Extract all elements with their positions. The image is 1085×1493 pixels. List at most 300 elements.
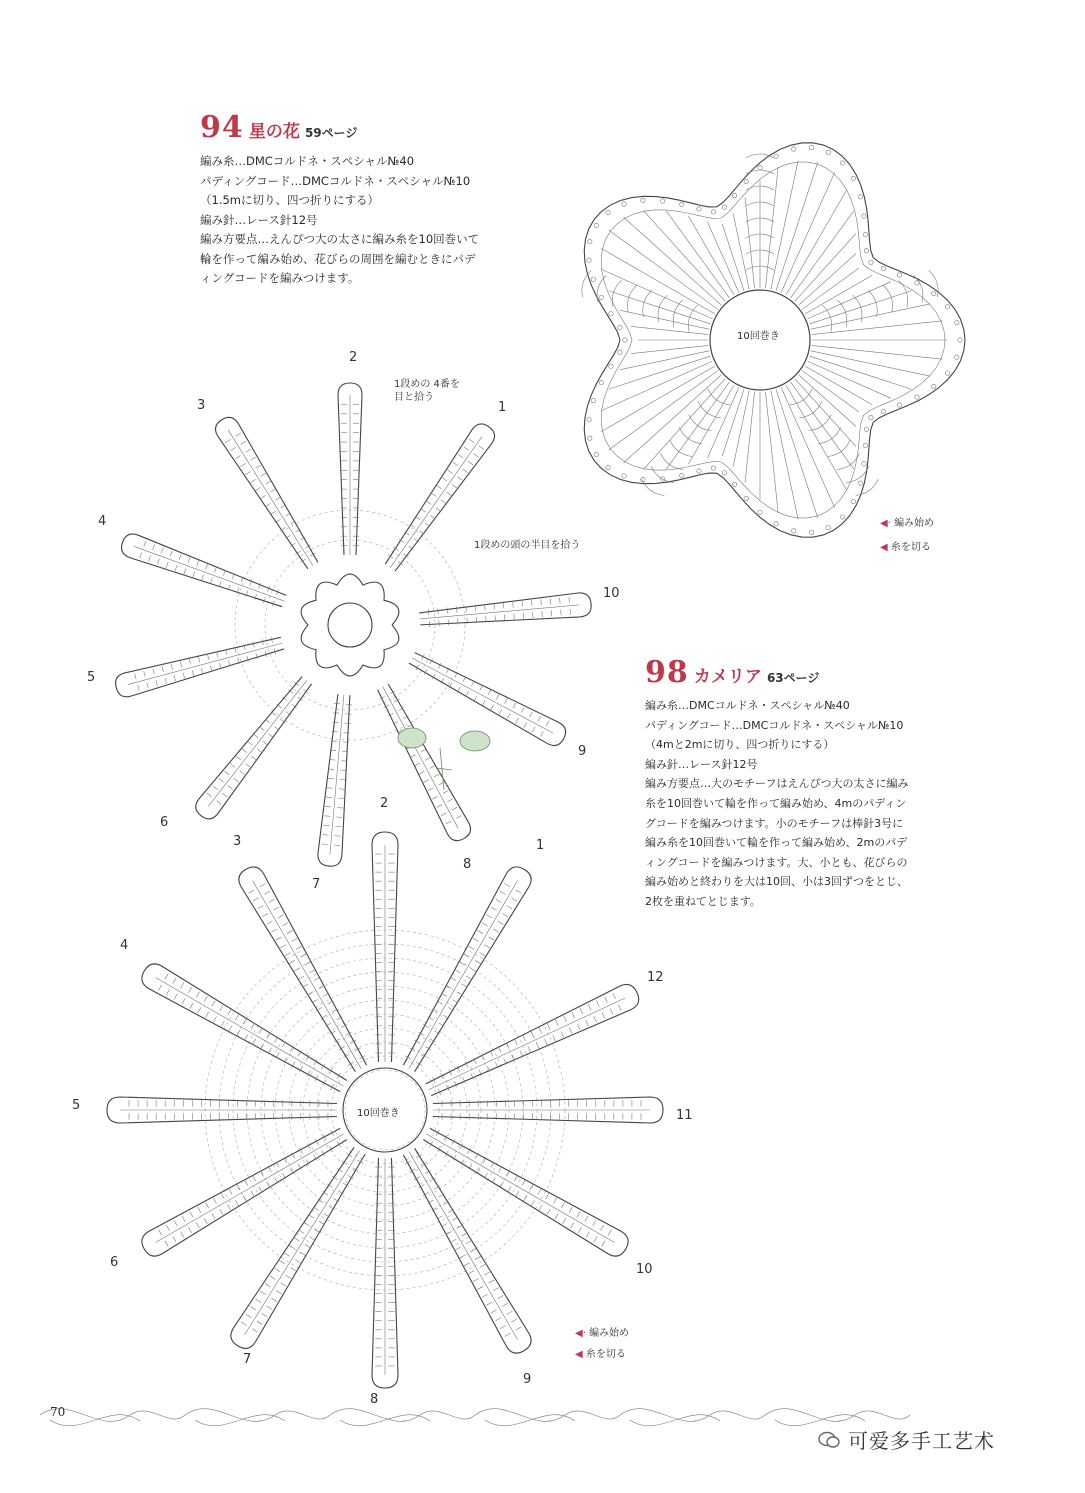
stitch-mark xyxy=(338,798,344,799)
stitch-mark xyxy=(251,457,256,460)
stitch-mark xyxy=(459,1255,465,1258)
petal-center-line xyxy=(128,643,283,684)
petal-label: 8 xyxy=(463,857,472,872)
stitch-mark xyxy=(945,305,949,309)
stitch-mark xyxy=(528,1047,531,1053)
stitch-mark xyxy=(441,993,447,996)
pattern94-specs xyxy=(200,152,479,289)
petal-label: 9 xyxy=(523,1372,532,1387)
stitch-mark xyxy=(480,685,483,690)
stitch-mark xyxy=(587,258,591,262)
stitch-mark xyxy=(323,835,329,836)
stitch-mark xyxy=(219,581,221,587)
stitch-mark xyxy=(498,1046,501,1052)
stitch-mark xyxy=(491,907,497,910)
stitch-mark xyxy=(144,671,146,677)
stitch-mark xyxy=(252,1329,258,1332)
stitch-mark xyxy=(932,291,936,295)
stitch-mark xyxy=(479,446,484,449)
petal-label: 9 xyxy=(578,744,587,759)
stitch-mark xyxy=(184,568,186,574)
stitch-mark xyxy=(335,826,341,827)
stitch-mark xyxy=(666,211,729,298)
stitch-mark xyxy=(228,1205,231,1211)
stitch-mark xyxy=(746,154,774,158)
stitch-mark xyxy=(505,699,508,704)
stitch-mark xyxy=(243,1196,246,1202)
stitch-mark xyxy=(582,270,591,297)
stitch-mark xyxy=(448,470,453,473)
stitch-mark xyxy=(257,749,262,753)
stitch-mark xyxy=(608,356,710,389)
stitch-mark xyxy=(580,1008,583,1014)
stitch-mark xyxy=(166,1225,169,1231)
stitch-mark xyxy=(448,619,449,625)
petal-center-line xyxy=(427,1134,615,1243)
stitch-mark xyxy=(618,1005,621,1011)
stitch-mark xyxy=(421,749,426,752)
stitch-mark xyxy=(135,673,137,679)
stitch-mark xyxy=(264,891,270,894)
stitch-mark xyxy=(324,816,330,817)
stitch-mark xyxy=(335,836,341,837)
stitch-mark xyxy=(322,844,328,845)
stitch-mark xyxy=(346,704,352,705)
stitch-mark xyxy=(553,1035,556,1041)
spec-line: 編み始めと終わりを大は10回、小は3回ずつをとじ、 xyxy=(645,875,908,889)
wechat-icon xyxy=(818,1431,840,1449)
stitch-mark xyxy=(212,1001,215,1007)
stitch-mark xyxy=(570,1223,573,1229)
petal-center-line xyxy=(409,881,518,1069)
stitch-mark xyxy=(523,1035,526,1041)
flourish-curve xyxy=(185,1409,330,1422)
stitch-mark xyxy=(631,345,708,353)
petal-outline xyxy=(116,637,284,696)
stitch-mark xyxy=(198,656,200,662)
spec-line: （1.5mに切り、四つ折りにする） xyxy=(200,193,379,207)
stitch-mark xyxy=(275,1037,278,1043)
stitch-mark xyxy=(287,930,293,933)
stitch-mark xyxy=(477,1286,483,1289)
stitch-mark xyxy=(561,1202,564,1208)
spec-line: 輪を作って編み始め、花びらの周囲を編むときにパデ xyxy=(200,251,476,266)
stitch-mark xyxy=(697,469,701,473)
stitch-mark xyxy=(456,816,461,819)
stitch-mark xyxy=(538,716,541,721)
stitch-mark xyxy=(602,1241,605,1247)
petal-label: 2 xyxy=(349,350,358,365)
stitch-mark xyxy=(260,495,265,498)
stitch-mark xyxy=(196,1223,199,1229)
petal-outline xyxy=(409,653,566,746)
stitch-mark xyxy=(774,154,778,158)
stitch-mark xyxy=(170,551,172,557)
stitch-mark xyxy=(457,477,462,480)
stitch-mark xyxy=(144,541,146,547)
stitch-mark xyxy=(474,454,479,457)
stitch-mark xyxy=(219,778,224,782)
stitch-mark xyxy=(812,345,943,359)
stitch-mark xyxy=(791,211,854,298)
stitch-mark xyxy=(174,994,177,1000)
stitch-mark xyxy=(512,1054,515,1060)
petal-center-line xyxy=(156,1134,344,1243)
stitch-mark xyxy=(447,799,452,802)
stitch-mark xyxy=(198,1207,201,1213)
pattern94-header xyxy=(200,110,357,145)
stitch-mark xyxy=(587,418,591,422)
center-ring xyxy=(328,603,372,647)
stitch-mark xyxy=(278,915,284,918)
star-center-label: 10回巻き xyxy=(357,1108,400,1119)
stitch-mark xyxy=(458,455,463,458)
petal-center-line xyxy=(228,430,313,566)
stitch-mark xyxy=(253,734,258,738)
stitch-mark xyxy=(165,1241,168,1247)
stitch-mark xyxy=(955,355,959,359)
stitch-mark xyxy=(515,1039,518,1045)
stitch-mark xyxy=(545,1039,548,1045)
stitch-mark xyxy=(795,379,856,447)
stitch-mark xyxy=(765,167,778,288)
stitch-mark xyxy=(326,797,332,798)
stitch-mark xyxy=(495,615,496,621)
note-first-round-pick: 1段めの 4番を目と拾う xyxy=(394,379,460,403)
stitch-mark xyxy=(173,978,176,984)
stitch-mark xyxy=(260,1171,263,1177)
decorative-border xyxy=(40,1409,910,1426)
stitch-mark xyxy=(171,664,173,670)
stitch-mark xyxy=(252,1039,255,1045)
stitch-mark xyxy=(550,598,551,604)
stitch-mark xyxy=(453,1000,459,1003)
stitch-mark xyxy=(174,675,176,681)
stitch-mark xyxy=(958,338,962,342)
petal-label: 5 xyxy=(87,670,96,685)
stitch-mark xyxy=(597,275,606,302)
stitch-mark xyxy=(438,608,439,614)
stitch-mark xyxy=(271,489,276,492)
stitch-mark xyxy=(468,946,474,949)
stitch-mark xyxy=(305,962,311,965)
stitch-mark xyxy=(498,1295,504,1298)
stitch-mark xyxy=(494,603,495,609)
stitch-mark xyxy=(897,403,901,407)
stitch-mark xyxy=(733,391,749,467)
spec-line: 糸を10回巻いて輪を作って編み始め、4mのパディン xyxy=(645,796,907,810)
stitch-mark xyxy=(620,351,709,370)
stitch-mark xyxy=(945,371,949,375)
stitch-mark xyxy=(541,599,542,605)
stitch-mark xyxy=(303,984,309,987)
stitch-mark xyxy=(530,712,533,717)
stitch-mark xyxy=(523,613,524,619)
stitch-mark xyxy=(711,466,715,470)
stitch-mark xyxy=(644,379,725,469)
start-arrow-icon: ◀· xyxy=(575,1328,586,1339)
stitch-mark xyxy=(240,771,245,775)
stitch-mark xyxy=(758,510,762,514)
stitch-mark xyxy=(441,1224,447,1227)
stitch-mark xyxy=(198,1007,201,1013)
stitch-mark xyxy=(268,1166,271,1172)
stitch-mark xyxy=(157,559,159,565)
petal-label: 1 xyxy=(498,400,507,415)
stitch-mark xyxy=(453,462,458,465)
stitch-mark xyxy=(437,805,442,808)
stitch-mark xyxy=(220,1209,223,1215)
stitch-mark xyxy=(915,395,919,399)
stitch-mark xyxy=(182,998,185,1004)
stitch-mark xyxy=(477,930,483,933)
stitch-mark xyxy=(188,1227,191,1233)
stitch-mark xyxy=(513,602,514,608)
stitch-mark xyxy=(173,1236,176,1242)
stitch-mark xyxy=(179,554,181,560)
stitch-mark xyxy=(651,466,674,482)
stitch-mark xyxy=(181,1232,184,1238)
stitch-mark xyxy=(308,1215,314,1218)
stitch-mark xyxy=(221,1193,224,1199)
stitch-mark xyxy=(229,1026,232,1032)
petal-outline xyxy=(142,964,347,1092)
stitch-mark xyxy=(249,890,255,893)
stitch-mark xyxy=(213,1016,216,1022)
stitch-mark xyxy=(486,915,492,918)
stitch-mark xyxy=(282,923,288,926)
stitch-mark xyxy=(166,562,168,568)
stitch-mark xyxy=(197,560,199,566)
stitch-mark xyxy=(265,1284,271,1287)
stitch-mark xyxy=(158,1230,161,1236)
stitch-mark xyxy=(864,427,868,431)
camellia-center-label: 10回巻き xyxy=(737,331,780,342)
stitch-mark xyxy=(771,391,798,520)
stitch-mark xyxy=(513,703,516,708)
stitch-mark xyxy=(230,448,235,451)
petal-label: 10 xyxy=(603,586,620,601)
petal-label: 10 xyxy=(636,1262,653,1277)
stitch-mark xyxy=(840,161,844,165)
stitch-mark xyxy=(522,601,523,607)
stitch-mark xyxy=(210,578,212,584)
stitch-mark xyxy=(161,548,163,554)
stitch-mark xyxy=(809,530,813,534)
stitch-mark xyxy=(680,473,684,477)
flourish-curve xyxy=(330,1409,475,1422)
stitch-mark xyxy=(213,786,218,790)
petal-outline xyxy=(419,593,591,625)
stitch-mark xyxy=(609,364,613,368)
stitch-mark xyxy=(456,607,457,613)
stitch-mark xyxy=(340,779,346,780)
stitch-mark xyxy=(212,1214,215,1220)
stitch-mark xyxy=(585,1216,588,1222)
start-arrow-icon: ◀· xyxy=(880,518,891,529)
stitch-mark xyxy=(246,449,251,452)
stitch-mark xyxy=(561,610,562,616)
stitch-mark xyxy=(480,1264,486,1267)
stitch-mark xyxy=(605,997,608,1003)
pattern94-page-ref: 59ページ xyxy=(304,126,358,140)
stitch-mark xyxy=(474,696,477,701)
stitch-mark xyxy=(594,452,598,456)
stitch-mark xyxy=(424,780,429,783)
stitch-mark xyxy=(256,465,261,468)
stitch-mark xyxy=(153,669,155,675)
pattern94-title: 星の花 xyxy=(248,122,300,142)
stitch-mark xyxy=(273,907,279,910)
stitch-mark xyxy=(140,552,142,558)
stitch-mark xyxy=(553,1198,556,1204)
flourish-curve xyxy=(620,1409,765,1422)
stitch-mark xyxy=(148,556,150,562)
stitch-mark xyxy=(484,1272,490,1275)
stitch-mark xyxy=(500,891,506,894)
stitch-mark xyxy=(484,945,490,948)
stitch-mark xyxy=(275,1178,278,1184)
petal-outline xyxy=(378,684,471,841)
spec-line: パディングコード…DMCコルドネ・スペシャル№10 xyxy=(645,718,904,732)
stitch-mark xyxy=(252,1175,255,1181)
stitch-mark xyxy=(270,511,275,514)
stitch-mark xyxy=(530,1184,533,1190)
stitch-mark xyxy=(569,1028,572,1034)
stitch-mark xyxy=(334,845,340,846)
petal-label: 4 xyxy=(98,514,107,529)
stitch-mark xyxy=(276,937,282,940)
stitch-mark xyxy=(180,661,182,667)
stitch-mark xyxy=(429,621,430,627)
stitch-mark xyxy=(153,544,155,550)
petal-outline xyxy=(403,1148,531,1353)
stitch-mark xyxy=(434,774,439,777)
stitch-mark xyxy=(224,771,229,775)
stitch-mark xyxy=(334,703,340,704)
petal-center-line xyxy=(429,998,626,1090)
stitch-mark xyxy=(851,176,855,180)
stitch-mark xyxy=(502,1303,508,1306)
stitch-mark xyxy=(294,968,300,971)
stitch-mark xyxy=(541,731,544,736)
star-flower-chart-94 xyxy=(116,383,592,866)
stitch-mark xyxy=(190,1211,193,1217)
stitch-mark xyxy=(523,1196,526,1202)
stitch-mark xyxy=(622,202,626,206)
stitch-mark xyxy=(295,1260,301,1263)
stitch-mark xyxy=(174,1220,177,1226)
stitch-mark xyxy=(281,1283,287,1286)
stitch-mark xyxy=(846,466,869,482)
petal-center-line xyxy=(253,881,362,1069)
stitch-mark xyxy=(263,741,268,745)
stitch-mark xyxy=(504,615,505,621)
stitch-mark xyxy=(267,1032,270,1038)
stitch-mark xyxy=(496,694,499,699)
stitch-mark xyxy=(255,487,260,490)
petal-label: 5 xyxy=(72,1098,81,1113)
stitch-mark xyxy=(269,734,274,738)
stitch-mark xyxy=(276,1290,282,1293)
stitch-mark xyxy=(897,273,901,277)
stitch-mark xyxy=(213,1198,216,1204)
petal-outline xyxy=(121,534,286,607)
stitch-mark xyxy=(425,523,430,526)
stitch-mark xyxy=(471,681,474,686)
petal-label: 1 xyxy=(536,838,545,853)
stitch-mark xyxy=(428,788,433,791)
petal-center-line xyxy=(409,1152,518,1340)
stitch-mark xyxy=(421,509,426,512)
stitch-mark xyxy=(266,481,271,484)
legend-top-start: ◀· 編み始め xyxy=(880,518,935,529)
stitch-mark xyxy=(624,375,722,463)
stitch-mark xyxy=(333,713,339,714)
stitch-mark xyxy=(602,1012,605,1018)
stitch-mark xyxy=(745,197,755,288)
stitch-mark xyxy=(572,1012,575,1018)
stitch-mark xyxy=(323,993,329,996)
stitch-mark xyxy=(280,945,286,948)
stitch-mark xyxy=(345,714,351,715)
stitch-mark xyxy=(500,1325,506,1328)
stitch-mark xyxy=(410,755,415,758)
stitch-mark xyxy=(319,1221,325,1224)
stitch-mark xyxy=(644,211,725,301)
stitch-mark xyxy=(419,771,424,774)
stitch-mark xyxy=(426,501,431,504)
stitch-mark xyxy=(468,1271,474,1274)
stitch-mark xyxy=(811,304,930,329)
stitch-mark xyxy=(486,1302,492,1305)
stitch-mark xyxy=(235,1014,238,1020)
stitch-mark xyxy=(294,1238,300,1241)
stitch-mark xyxy=(204,1218,207,1224)
stitch-mark xyxy=(339,789,345,790)
stitch-mark xyxy=(493,929,499,932)
stitch-mark xyxy=(340,770,346,771)
stitch-mark xyxy=(586,1020,589,1026)
stitch-mark xyxy=(242,749,247,753)
stitch-mark xyxy=(230,764,235,768)
stitch-mark xyxy=(437,485,442,488)
stitch-mark xyxy=(864,248,868,252)
stitch-mark xyxy=(826,525,830,529)
stitch-mark xyxy=(495,899,501,902)
stitch-mark xyxy=(290,1267,296,1270)
stitch-mark xyxy=(166,989,169,995)
stitch-mark xyxy=(569,597,570,603)
stitch-mark xyxy=(243,1019,246,1025)
stitch-mark xyxy=(220,1005,223,1011)
stitch-mark xyxy=(514,614,515,620)
stitch-mark xyxy=(642,479,665,495)
stitch-mark xyxy=(256,653,258,659)
stitch-mark xyxy=(285,953,291,956)
stitch-mark xyxy=(275,1268,281,1271)
stitch-mark xyxy=(441,813,446,816)
stitch-mark xyxy=(432,796,437,799)
stitch-mark xyxy=(588,240,592,244)
stitch-mark xyxy=(840,515,844,519)
stitch-mark xyxy=(296,946,302,949)
stitch-mark xyxy=(323,825,329,826)
legend-bottom-start: ◀· 編み始め xyxy=(575,1328,630,1339)
stitch-mark xyxy=(722,205,726,209)
note-first-round-half-stitch: 1段めの頭の半目を拾う xyxy=(474,540,581,551)
stitch-mark xyxy=(697,207,701,211)
